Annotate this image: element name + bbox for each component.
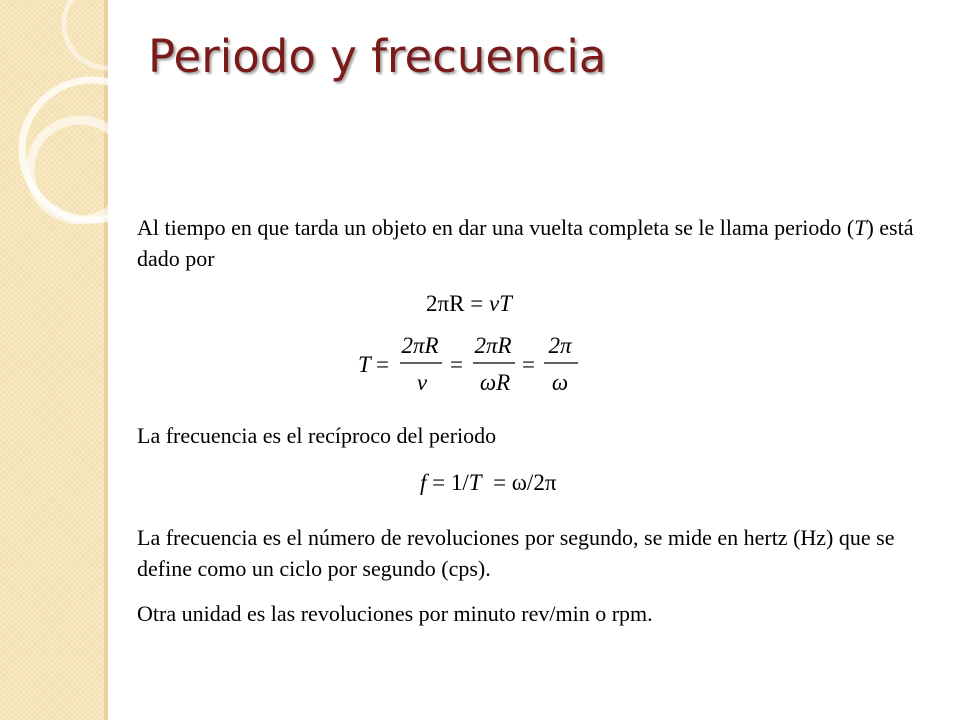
- circumference-equation: [426, 288, 512, 319]
- eq1-lhs: 2πR: [426, 291, 465, 316]
- decorative-rings: [0, 0, 110, 260]
- period-definition-text-2: ) está dado por: [137, 215, 914, 271]
- eq3-mid: = 1/: [426, 470, 469, 495]
- frequency-definition: La frecuencia es el recíproco del periodo: [137, 423, 497, 448]
- formula-equals-1: =: [376, 352, 389, 377]
- period-formula: [352, 328, 592, 398]
- rpm-description: Otra unidad es las revoluciones por minuto rev/min o rpm.: [137, 601, 653, 626]
- eq3-rhs: = ω/2π: [481, 470, 557, 495]
- frequency-equation: [420, 467, 556, 498]
- formula-T: T: [358, 352, 371, 377]
- eq1-equals: =: [464, 291, 489, 316]
- eq3-T: T: [468, 470, 482, 495]
- eq1-rhs: vT: [488, 291, 512, 316]
- frac1-numerator: 2πR: [401, 333, 439, 358]
- eq3-f: f: [420, 470, 427, 495]
- period-variable: T: [854, 215, 867, 240]
- slide-title: Periodo y frecuencia: [148, 30, 607, 83]
- frac2-numerator: 2πR: [474, 333, 512, 358]
- formula-equals-2: =: [450, 352, 463, 377]
- frac3-numerator: 2π: [548, 333, 572, 358]
- frac3-denominator: ω: [551, 370, 569, 395]
- period-definition: [137, 212, 937, 274]
- frequency-hertz-description: La frecuencia es el número de revoluciones por segundo, se mide en hertz (Hz) que se define como un ciclo por segundo (cps).: [137, 525, 895, 581]
- period-definition-text-1: Al tiempo en que tarda un objeto en dar una vuelta completa se le llama periodo (: [137, 215, 855, 240]
- formula-equals-3: =: [522, 352, 535, 377]
- frac2-denominator: ωR: [479, 370, 511, 395]
- frac1-denominator: v: [416, 370, 428, 395]
